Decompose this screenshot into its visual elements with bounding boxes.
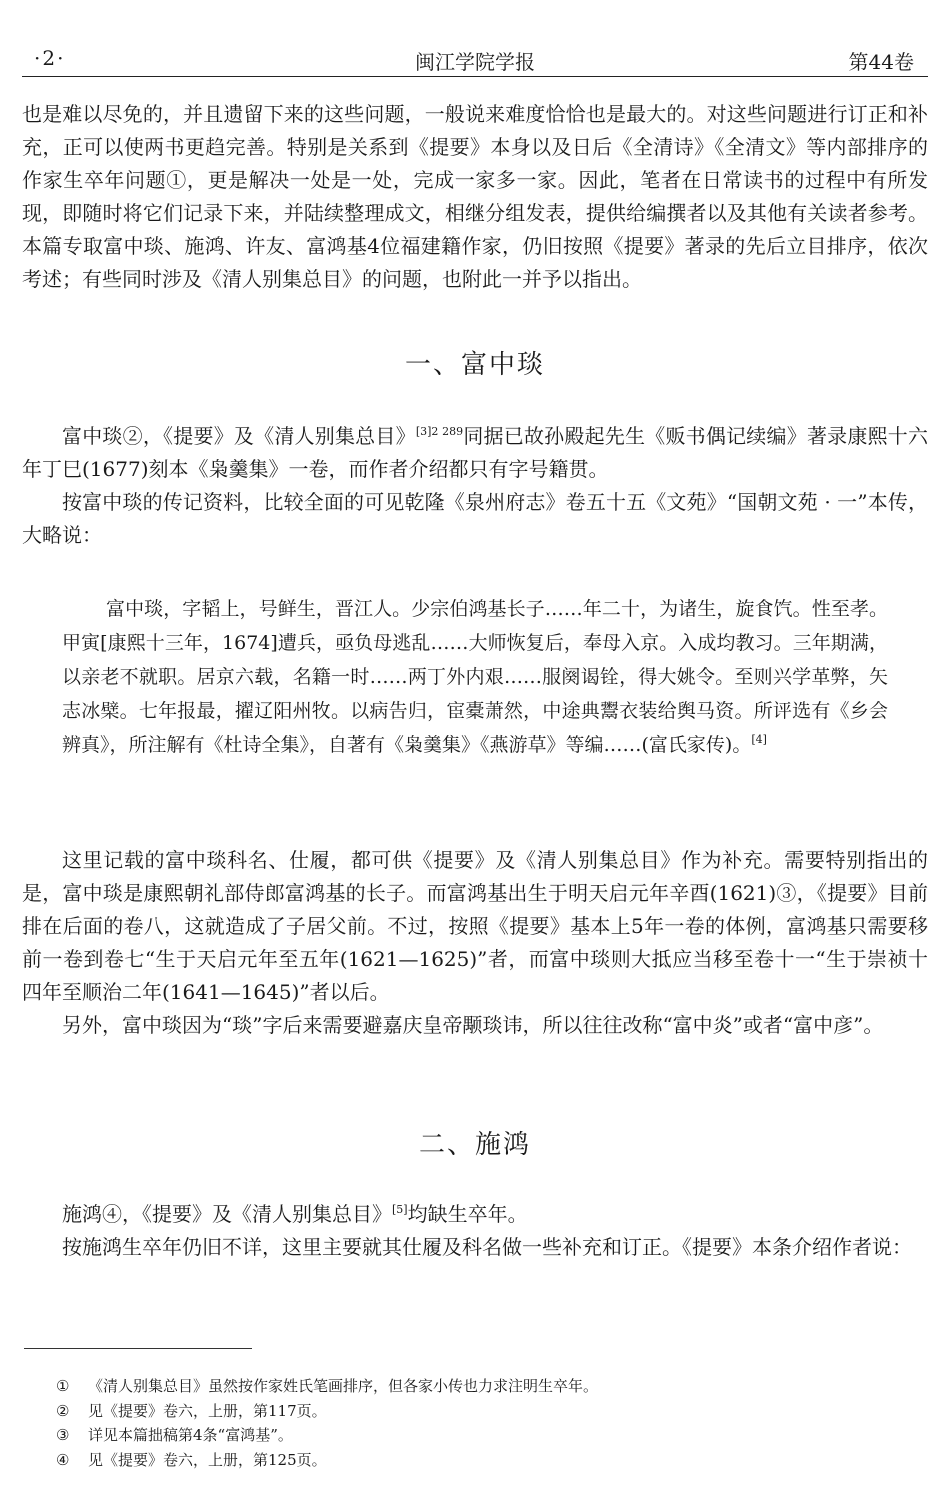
citation: [4] [751, 733, 767, 746]
footnote [56, 1423, 916, 1448]
text-run: 同据已故孙殿起先生《贩书偶记续编》著录康熙十六年丁巳(1677)刻本《枭羹集》一卷，而作者介绍都只有字号籍贯。 [22, 424, 929, 481]
footnote-text: 《清人别集总目》虽然按作家姓氏笔画排序，但各家小传也力求注明生卒年。 [88, 1377, 599, 1395]
running-header [22, 40, 928, 77]
text-run: 富中琰，字韬上，号鲜生，晋江人。少宗伯鸿基长子……年二十，为诸生，旋食饩。性至孝。甲寅[康熙十三年，1674]遭兵，亟负母逃乱……大师恢复后，奉母入京。入成均教习。三年期满，以亲老不就职。居京六载，名籍一时……两丁外内艰……服阕谒铨，得大姚令。至则兴学革弊，矢志冰檗。七年报最，擢辽阳州牧。以病告归，宦橐萧然，中途典鬻衣装给舆马资。所评选有《乡会辨真》，所注解有《杜诗全集》，自著有《枭羹集》《燕游草》等编……(富氏家传)。 [62, 598, 888, 756]
section1-paragraph-4: 另外，富中琰因为“琰”字后来需要避嘉庆皇帝颙琰讳，所以往往改称“富中炎”或者“富中彦”。 [62, 1013, 884, 1037]
footnote-mark: ③ [56, 1426, 70, 1444]
section1-intro [22, 420, 928, 552]
intro-paragraph: 也是难以尽免的，并且遗留下来的这些问题，一般说来难度恰恰也是最大的。对这些问题进行订正和补充，正可以使两书更趋完善。特别是关系到《提要》本身以及日后《全清诗》《全清文》等内部排序的作家生卒年问题①，更是解决一处是一处，完成一家多一家。因此，笔者在日常读书的过程中有所发现，即随时将它们记录下来，并陆续整理成文，相继分组发表，提供给编撰者以及其他有关读者参考。本篇专取富中琰、施鸿、许友、富鸿基4位福建籍作家，仍旧按照《提要》著录的先后立目排序，依次考述；有些同时涉及《清人别集总目》的问题，也附此一并予以指出。 [22, 102, 928, 291]
footnote-mark: ② [56, 1401, 70, 1420]
quote-text [62, 592, 888, 762]
footnote-mark: ④ [56, 1450, 70, 1469]
section1-paragraph-1 [22, 420, 928, 486]
footnote-text: 见《提要》卷六，上册，第125页。 [88, 1450, 327, 1469]
section2-paragraph-2: 按施鸿生卒年仍旧不详，这里主要就其仕履及科名做一些补充和订正。《提要》本条介绍作者说： [62, 1235, 912, 1259]
intro-block [22, 98, 928, 296]
section1-paragraph-2: 按富中琰的传记资料，比较全面的可见乾隆《泉州府志》卷五十五《文苑》“国朝文苑 · 一”本传，大略说： [22, 490, 928, 547]
footnote-mark: ① [56, 1377, 70, 1395]
volume-label: 第44卷 [848, 50, 914, 74]
footnote [56, 1374, 916, 1399]
footnote-text: 详见本篇拙稿第4条“富鸿基”。 [88, 1426, 293, 1444]
footnote-divider [24, 1348, 252, 1349]
footnotes [56, 1374, 916, 1472]
journal-title: 闽江学院学报 [415, 50, 535, 74]
section2-paragraph-1 [22, 1198, 928, 1231]
text-run: 均缺生卒年。 [407, 1202, 528, 1226]
footnote [56, 1399, 916, 1424]
section-heading-2: 二、施鸿 [418, 1130, 531, 1160]
section2-body [22, 1198, 928, 1264]
text-run: 富中琰②，《提要》及《清人别集总目》 [62, 424, 416, 448]
page-number: ·2· [34, 46, 66, 70]
citation: [5] [392, 1203, 408, 1216]
block-quote [62, 592, 888, 762]
section-heading-1: 一、富中琰 [404, 350, 545, 380]
citation: [3]2 289 [415, 425, 464, 438]
footnote-text: 见《提要》卷六，上册，第117页。 [88, 1401, 327, 1420]
section1-paragraph-3: 这里记载的富中琰科名、仕履，都可供《提要》及《清人别集总目》作为补充。需要特别指出的是，富中琰是康熙朝礼部侍郎富鸿基的长子。而富鸿基出生于明天启元年辛酉(1621)③，《提要》目前排在后面的卷八，这就造成了子居父前。不过，按照《提要》基本上5年一卷的体例，富鸿基只需要移前一卷到卷七“生于天启元年至五年(1621—1625)”者，而富中琰则大抵应当移至卷十一“生于崇祯十四年至顺治二年(1641—1645)”者以后。 [22, 848, 928, 1004]
footnote [56, 1448, 916, 1473]
text-run: 施鸿④，《提要》及《清人别集总目》 [62, 1202, 392, 1226]
section1-body [22, 844, 928, 1042]
